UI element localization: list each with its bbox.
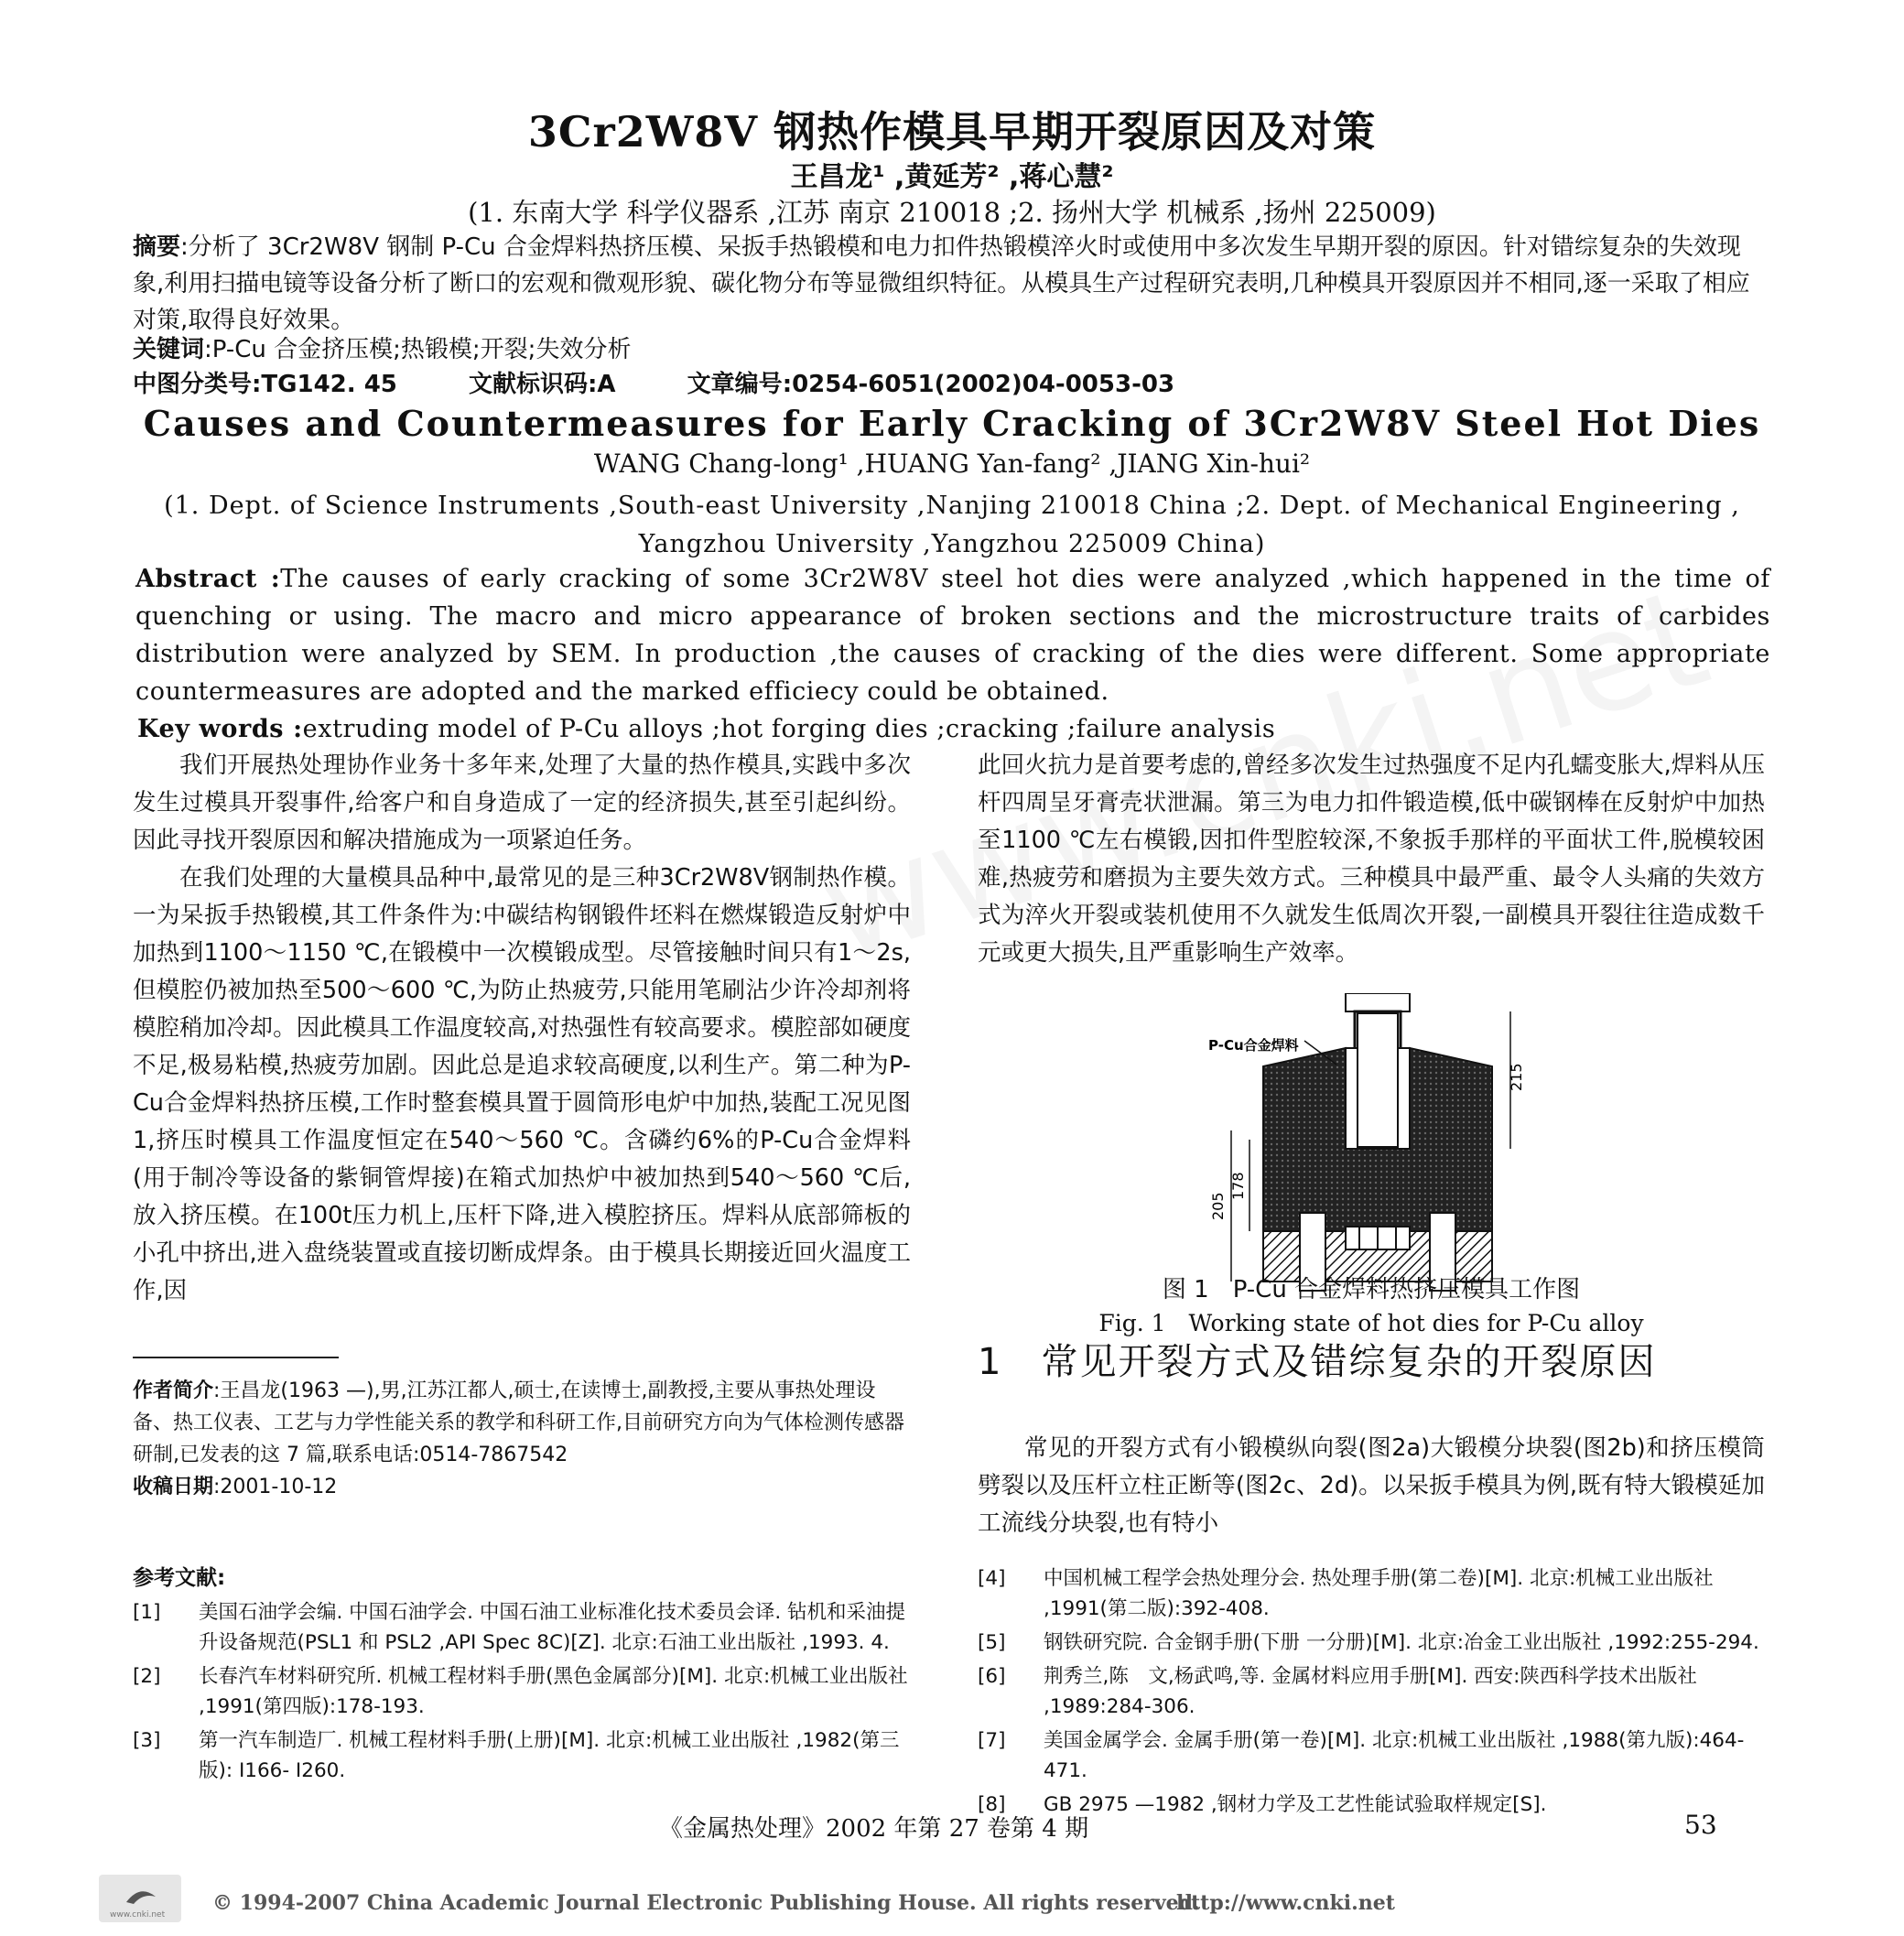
affiliation-en-line2: Yangzhou University ,Yangzhou 225009 China) xyxy=(638,530,1266,558)
reference-item xyxy=(133,1597,911,1658)
die-drawing xyxy=(1208,993,1538,1295)
doc-code-value: :A xyxy=(588,371,616,398)
keywords-cn-label: 关键词 xyxy=(133,336,205,363)
reference-item xyxy=(978,1725,1765,1786)
figure-1 xyxy=(1208,993,1538,1295)
reference-number: [4] xyxy=(978,1567,1006,1590)
author-bio-label: 作者简介 xyxy=(133,1379,214,1402)
figure-label-alloy: P-Cu合金焊料 xyxy=(1208,1037,1299,1054)
keywords-cn-text: :P-Cu 合金挤压模;热锻模;开裂;失效分析 xyxy=(204,336,632,363)
body-left-column xyxy=(133,747,911,1310)
article-no-value: :0254-6051(2002)04-0053-03 xyxy=(782,371,1175,398)
reference-text: 钢铁研究院. 合金钢手册(下册 一分册)[M]. 北京:冶金工业出版社 ,1992:255-294. xyxy=(1044,1631,1759,1654)
cnki-link[interactable]: http://www.cnki.net xyxy=(1176,1891,1395,1915)
body-right-column xyxy=(978,747,1765,972)
reference-item xyxy=(978,1661,1765,1722)
footnote-divider xyxy=(133,1357,339,1358)
reference-number: [3] xyxy=(133,1729,161,1752)
references-heading: 参考文献: xyxy=(133,1566,226,1590)
affiliation-en-line1: (1. Dept. of Science Instruments ,South-east University ,Nanjing 210018 China ;2. Dept. of Mechanical Engineering , xyxy=(164,492,1740,520)
reference-text: 第一汽车制造厂. 机械工程材料手册(上册)[M]. 北京:机械工业出版社 ,1982(第三版): Ⅰ166- Ⅰ260. xyxy=(199,1729,900,1782)
clc-label: 中图分类号 xyxy=(133,371,253,398)
reference-number: [5] xyxy=(978,1631,1006,1654)
clc-value: :TG142. 45 xyxy=(252,371,397,398)
keywords-en-label: Key words : xyxy=(137,715,303,743)
body-paragraph: 此回火抗力是首要考虑的,曾经多次发生过热强度不足内孔蠕变胀大,焊料从压杆四周呈牙膏壳状泄漏。第三为电力扣件锻造模,低中碳钢棒在反射炉中加热至1100 ℃左右模锻,因扣件型腔较深,不象扳手那样的平面状工件,脱模较困难,热疲劳和磨损为主要失效方式。三种模具中最严重、最令人头痛的失效方式为淬火开裂或装机使用不久就发生低周次开裂,一副模具开裂往往造成数千元或更大损失,且严重影响生产效率。 xyxy=(978,752,1765,967)
reference-number: [2] xyxy=(133,1665,161,1688)
affiliation-en xyxy=(0,487,1904,564)
reference-text: 荆秀兰,陈 文,杨武鸣,等. 金属材料应用手册[M]. 西安:陕西科学技术出版社 ,1989:284-306. xyxy=(1044,1665,1697,1718)
body-paragraph: 常见的开裂方式有小锻模纵向裂(图2a)大锻模分块裂(图2b)和挤压模筒劈裂以及压杆立柱正断等(图2c、2d)。以呆扳手模具为例,既有特大锻模延加工流线分块裂,也有特小 xyxy=(978,1434,1765,1537)
keywords-en xyxy=(137,710,1772,748)
reference-number: [8] xyxy=(978,1793,1006,1816)
affiliation-cn: (1. 东南大学 科学仪器系 ,江苏 南京 210018 ;2. 扬州大学 机械系 ,扬州 225009) xyxy=(468,197,1436,228)
paper-title-cn: 3Cr2W8V 钢热作模具早期开裂原因及对策 xyxy=(527,107,1377,157)
abstract-en-text: The causes of early cracking of some 3Cr2W8V steel hot dies were analyzed ,which happened in the time of quenching or using. The macro and micro appearance of broken sections and the microstructure traits of carbides distribution were analyzed by SEM. In production ,the causes of cracking of the dies were different. Some appropriate countermeasures are adopted and the marked efficiecy could be obtained. xyxy=(135,565,1771,706)
reference-text: 美国金属学会. 金属手册(第一卷)[M]. 北京:机械工业出版社 ,1988(第九版):464-471. xyxy=(1044,1729,1745,1782)
reference-text: GB 2975 —1982 ,钢材力学及工艺性能试验取样规定[S]. xyxy=(1044,1793,1547,1816)
reference-number: [6] xyxy=(978,1665,1006,1688)
reference-item xyxy=(133,1725,911,1786)
authors-en: WANG Chang-long¹ ,HUANG Yan-fang² ,JIANG Xin-hui² xyxy=(593,449,1311,479)
reference-number: [1] xyxy=(133,1601,161,1624)
figure-dimension: 215 xyxy=(1508,1063,1525,1091)
cnki-logo xyxy=(99,1875,181,1922)
reference-number: [7] xyxy=(978,1729,1006,1752)
page-number: 53 xyxy=(1684,1810,1717,1840)
paper-title-en: Causes and Countermeasures for Early Cracking of 3Cr2W8V Steel Hot Dies xyxy=(143,403,1761,444)
reference-text: 中国机械工程学会热处理分会. 热处理手册(第二卷)[M]. 北京:机械工业出版社 ,1991(第二版):392-408. xyxy=(1044,1567,1714,1620)
reference-item xyxy=(978,1790,1765,1820)
abstract-en-label: Abstract : xyxy=(135,565,281,593)
figure-dimension: 178 xyxy=(1229,1172,1247,1200)
reference-item xyxy=(978,1628,1765,1658)
references-right xyxy=(978,1563,1765,1823)
keywords-cn xyxy=(133,331,1771,368)
received-date-value: :2001-10-12 xyxy=(213,1476,338,1498)
reference-text: 美国石油学会编. 中国石油学会. 中国石油工业标准化技术委员会译. 钻机和采油提升设备规范(PSL1 和 PSL2 ,API Spec 8C)[Z]. 北京:石油工业出版社 ,1993. 4. xyxy=(199,1601,906,1654)
section-heading: 1 常见开裂方式及错综复杂的开裂原因 xyxy=(978,1341,1657,1383)
journal-info: 《金属热处理》2002 年第 27 卷第 4 期 xyxy=(659,1815,1089,1843)
received-date-label: 收稿日期 xyxy=(133,1476,214,1498)
copyright-notice: © 1994-2007 China Academic Journal Electronic Publishing House. All rights reserved. xyxy=(212,1891,1200,1915)
abstract-cn-text: :分析了 3Cr2W8V 钢制 P-Cu 合金焊料热挤压模、呆扳手热锻模和电力扣件热锻模淬火时或使用中多次发生早期开裂的原因。针对错综复杂的失效现象,利用扫描电镜等设备分析了断口的宏观和微观形貌、碳化物分布等显微组织特征。从模具生产过程研究表明,几种模具开裂原因并不相同,逐一采取了相应对策,取得良好效果。 xyxy=(133,233,1750,334)
figure-dimension: 205 xyxy=(1209,1192,1227,1220)
cnki-logo-text: www.cnki.net xyxy=(110,1910,166,1920)
references-left xyxy=(133,1563,911,1790)
keywords-en-text: extruding model of P-Cu alloys ;hot forging dies ;cracking ;failure analysis xyxy=(302,715,1276,743)
classification-line xyxy=(133,366,1771,403)
body-paragraph: 在我们处理的大量模具品种中,最常见的是三种3Cr2W8V钢制热作模。一为呆扳手热锻模,其工件条件为:中碳结构钢锻件坯料在燃煤锻造反射炉中加热到1100～1150 ℃,在锻模中一次模锻成型。尽管接触时间只有1～2s,但模腔仍被加热至500～600 ℃,为防止热疲劳,只能用笔刷沾少许冷却剂将模腔稍加冷却。因此模具工作温度较高,对热强性有较高要求。模腔部如硬度不足,极易粘模,热疲劳加剧。因此总是追求较高硬度,以利生产。第二种为P-Cu合金焊料热挤压模,工作时整套模具置于圆筒形电炉中加热,装配工况见图1,挤压时模具工作温度恒定在540～560 ℃。含磷约6%的P-Cu合金焊料(用于制冷等设备的紫铜管焊接)在箱式加热炉中被加热到540～560 ℃后,放入挤压模。在100t压力机上,压杆下降,进入模腔挤压。焊料从底部筛板的小孔中挤出,进入盘绕装置或直接切断成焊条。由于模具长期接近回火温度工作,因 xyxy=(133,864,911,1304)
body-paragraph: 我们开展热处理协作业务十多年来,处理了大量的热作模具,实践中多次发生过模具开裂事件,给客户和自身造成了一定的经济损失,甚至引起纠纷。因此寻找开裂原因和解决措施成为一项紧迫任务。 xyxy=(133,752,911,854)
figure-caption-cn: 图 1 P-Cu 合金焊料热挤压模具工作图 xyxy=(1162,1276,1581,1303)
article-no-label: 文章编号 xyxy=(687,371,783,398)
figure-caption-en: Fig. 1 Working state of hot dies for P-Cu alloy xyxy=(1098,1310,1644,1336)
authors-cn: 王昌龙¹ ,黄延芳² ,蒋心慧² xyxy=(790,161,1114,193)
reference-text: 长春汽车材料研究所. 机械工程材料手册(黑色金属部分)[M]. 北京:机械工业出版社 ,1991(第四版):178-193. xyxy=(199,1665,908,1718)
body-right-column-continued xyxy=(978,1430,1765,1542)
reference-item xyxy=(978,1563,1765,1624)
abstract-cn xyxy=(133,229,1771,339)
cnki-logo-icon xyxy=(99,1875,181,1922)
doc-code-label: 文献标识码 xyxy=(469,371,589,398)
reference-item xyxy=(133,1661,911,1722)
author-note xyxy=(133,1375,911,1503)
abstract-cn-label: 摘要 xyxy=(133,233,181,261)
author-bio-text: :王昌龙(1963 —),男,江苏江都人,硕士,在读博士,副教授,主要从事热处理设备、热工仪表、工艺与力学性能关系的教学和科研工作,目前研究方向为气体检测传感器研制,已发表的这 7 篇,联系电话:0514-7867542 xyxy=(133,1379,904,1466)
abstract-en xyxy=(135,560,1770,710)
